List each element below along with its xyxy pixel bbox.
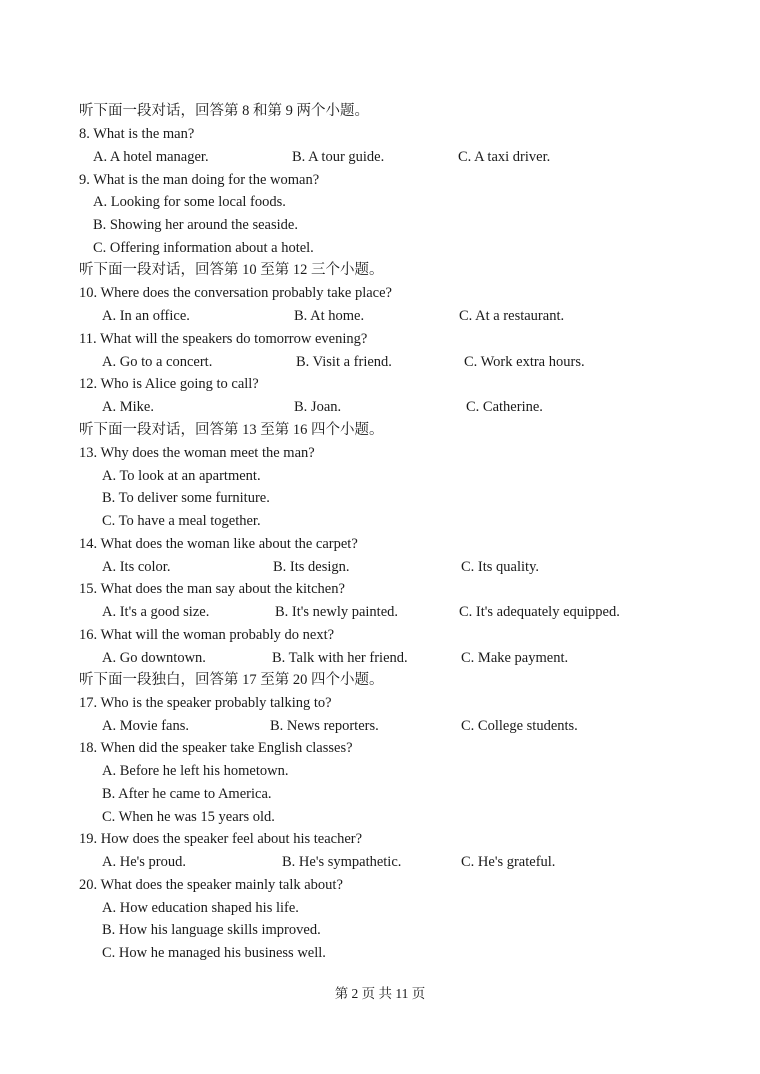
option-b: B. After he came to America. bbox=[102, 786, 272, 802]
option-a: A. A hotel manager. bbox=[93, 149, 209, 165]
option-c: C. To have a meal together. bbox=[102, 513, 261, 529]
option-c: C. Catherine. bbox=[466, 399, 543, 415]
option-b: B. Talk with her friend. bbox=[272, 650, 408, 666]
option-a: A. In an office. bbox=[102, 308, 190, 324]
option-c: C. College students. bbox=[461, 718, 578, 734]
question-stem: 10. Where does the conversation probably take place? bbox=[79, 285, 392, 301]
option-c: C. It's adequately equipped. bbox=[459, 604, 620, 620]
question-stem: 9. What is the man doing for the woman? bbox=[79, 172, 320, 188]
option-b: B. To deliver some furniture. bbox=[102, 490, 270, 506]
option-a: A. Mike. bbox=[102, 399, 154, 415]
question-stem: 13. Why does the woman meet the man? bbox=[79, 445, 315, 461]
option-b: B. A tour guide. bbox=[292, 149, 385, 165]
option-b: B. How his language skills improved. bbox=[102, 922, 321, 938]
section-instruction: 听下面一段对话，回答第 13 至第 16 四个小题。 bbox=[79, 422, 384, 438]
option-a: A. To look at an apartment. bbox=[102, 468, 261, 484]
option-c: C. A taxi driver. bbox=[458, 149, 551, 165]
question-stem: 11. What will the speakers do tomorrow evening? bbox=[79, 331, 368, 347]
option-b: B. Visit a friend. bbox=[296, 354, 392, 370]
question-stem: 19. How does the speaker feel about his teacher? bbox=[79, 831, 363, 847]
section-instruction: 听下面一段对话，回答第 10 至第 12 三个小题。 bbox=[79, 262, 384, 278]
option-b: B. At home. bbox=[294, 308, 365, 324]
option-b: B. Its design. bbox=[273, 559, 350, 575]
option-a: A. It's a good size. bbox=[102, 604, 210, 620]
question-stem: 20. What does the speaker mainly talk about? bbox=[79, 877, 343, 893]
option-c: C. Make payment. bbox=[461, 650, 569, 666]
option-a: A. Looking for some local foods. bbox=[93, 194, 286, 210]
option-c: C. Offering information about a hotel. bbox=[93, 240, 314, 256]
option-b: B. He's sympathetic. bbox=[282, 854, 402, 870]
page-number-footer: 第 2 页 共 11 页 bbox=[334, 986, 426, 1001]
question-stem: 17. Who is the speaker probably talking to? bbox=[79, 695, 332, 711]
option-b: B. Showing her around the seaside. bbox=[93, 217, 298, 233]
option-c: C. Its quality. bbox=[461, 559, 540, 575]
option-a: A. He's proud. bbox=[102, 854, 186, 870]
option-c: C. How he managed his business well. bbox=[102, 945, 326, 961]
option-a: A. Movie fans. bbox=[102, 718, 189, 734]
option-b: B. News reporters. bbox=[270, 718, 379, 734]
question-stem: 8. What is the man? bbox=[79, 126, 195, 142]
option-b: B. Joan. bbox=[294, 399, 342, 415]
option-a: A. Go downtown. bbox=[102, 650, 206, 666]
question-stem: 16. What will the woman probably do next? bbox=[79, 627, 335, 643]
option-c: C. Work extra hours. bbox=[464, 354, 585, 370]
option-a: A. Before he left his hometown. bbox=[102, 763, 289, 779]
option-c: C. He's grateful. bbox=[461, 854, 556, 870]
option-a: A. How education shaped his life. bbox=[102, 900, 299, 916]
option-c: C. When he was 15 years old. bbox=[102, 809, 275, 825]
option-b: B. It's newly painted. bbox=[275, 604, 399, 620]
question-stem: 18. When did the speaker take English classes? bbox=[79, 740, 353, 756]
option-a: A. Go to a concert. bbox=[102, 354, 213, 370]
option-c: C. At a restaurant. bbox=[459, 308, 565, 324]
question-stem: 12. Who is Alice going to call? bbox=[79, 376, 259, 392]
question-stem: 14. What does the woman like about the carpet? bbox=[79, 536, 358, 552]
question-stem: 15. What does the man say about the kitchen? bbox=[79, 581, 345, 597]
option-a: A. Its color. bbox=[102, 559, 171, 575]
section-instruction: 听下面一段对话，回答第 8 和第 9 两个小题。 bbox=[79, 103, 369, 119]
section-instruction: 听下面一段独白，回答第 17 至第 20 四个小题。 bbox=[79, 672, 384, 688]
